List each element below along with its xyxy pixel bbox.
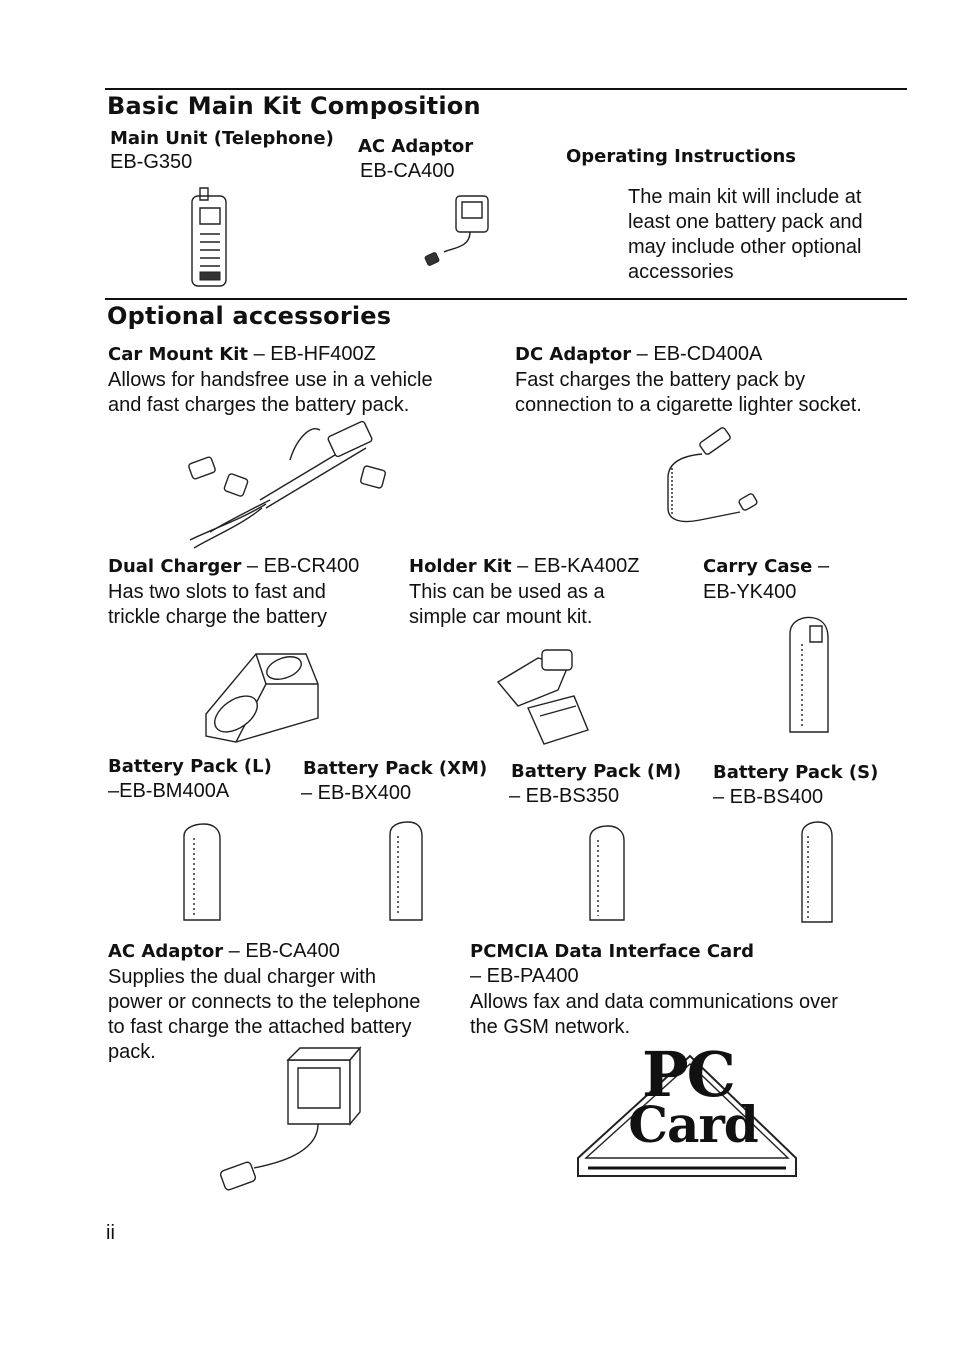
battery-l-label: Battery Pack (L) (108, 756, 272, 777)
dc-adaptor-label: DC Adaptor (515, 344, 632, 365)
battery-s-code: – EB-BS400 (713, 786, 824, 808)
page-number: ii (106, 1222, 115, 1244)
pcmcia-label: PCMCIA Data Interface Card (470, 941, 754, 962)
carry-case-code: EB-YK400 (703, 581, 797, 603)
ac-adaptor-small-illustration (418, 192, 498, 272)
carry-case-label: Carry Case (703, 556, 813, 577)
ac-adaptor-opt-text: Supplies the dual charger with power or connects to the telephone to fast charge the attached battery pack. (108, 966, 421, 1063)
dual-charger-code: – EB-CR400 (241, 555, 360, 577)
holder-kit-heading (409, 555, 639, 578)
battery-xm-code: – EB-BX400 (301, 782, 412, 804)
pc-card-logo-text-bottom: Card (628, 1095, 758, 1154)
battery-l-illustration (180, 824, 224, 924)
section-title-optional: Optional accessories (107, 302, 392, 330)
dc-adaptor-illustration (660, 428, 770, 538)
pcmcia-text: Allows fax and data communications over the GSM network. (470, 991, 838, 1038)
dual-charger-illustration (196, 644, 326, 748)
holder-kit-text: This can be used as a simple car mount kit. (409, 581, 605, 628)
operating-instructions-text: The main kit will include at least one battery pack and may include other optional accessories (628, 186, 863, 283)
carry-case-illustration (784, 614, 834, 736)
battery-xm-label: Battery Pack (XM) (303, 758, 488, 779)
top-rule (105, 88, 907, 90)
middle-rule (105, 298, 907, 300)
battery-s-label: Battery Pack (S) (713, 762, 879, 783)
ac-adaptor-opt-label: AC Adaptor (108, 941, 224, 962)
car-mount-kit-illustration (170, 420, 400, 555)
main-unit-code: EB-G350 (110, 151, 193, 173)
battery-m-illustration (586, 824, 628, 924)
ac-adaptor-label: AC Adaptor (358, 136, 474, 157)
holder-kit-illustration (488, 646, 598, 750)
operating-instructions-label: Operating Instructions (566, 146, 797, 167)
main-unit-label: Main Unit (Telephone) (110, 128, 334, 149)
pc-card-logo-text-top: PC (642, 1038, 734, 1111)
car-mount-code: – EB-HF400Z (248, 343, 376, 365)
car-mount-label: Car Mount Kit (108, 344, 249, 365)
carry-case-heading: Carry Case – (703, 555, 830, 577)
dc-adaptor-heading (515, 343, 762, 366)
holder-kit-label: Holder Kit (409, 556, 512, 577)
dc-adaptor-code: – EB-CD400A (631, 343, 763, 365)
dual-charger-heading (108, 555, 359, 578)
car-mount-heading (108, 343, 376, 366)
car-mount-text: Allows for handsfree use in a vehicle and fast charges the battery pack. (108, 369, 433, 416)
telephone-illustration (186, 186, 236, 290)
ac-adaptor-code: EB-CA400 (360, 160, 455, 182)
battery-l-code: –EB-BM400A (108, 780, 230, 802)
holder-kit-code: – EB-KA400Z (511, 555, 640, 577)
pcmcia-code: – EB-PA400 (470, 965, 579, 987)
battery-s-illustration (798, 820, 836, 926)
dc-adaptor-text: Fast charges the battery pack by connection to a cigarette lighter socket. (515, 369, 862, 416)
battery-xm-illustration (386, 820, 426, 924)
section-title-basic-kit: Basic Main Kit Composition (107, 92, 481, 120)
ac-adaptor-opt-code: – EB-CA400 (223, 940, 340, 962)
ac-adaptor-large-illustration (214, 1044, 364, 1204)
ac-adaptor-opt-heading (108, 940, 340, 963)
dual-charger-label: Dual Charger (108, 556, 242, 577)
battery-m-code: – EB-BS350 (509, 785, 620, 807)
dual-charger-text: Has two slots to fast and trickle charge the battery (108, 581, 327, 628)
battery-m-label: Battery Pack (M) (511, 761, 682, 782)
